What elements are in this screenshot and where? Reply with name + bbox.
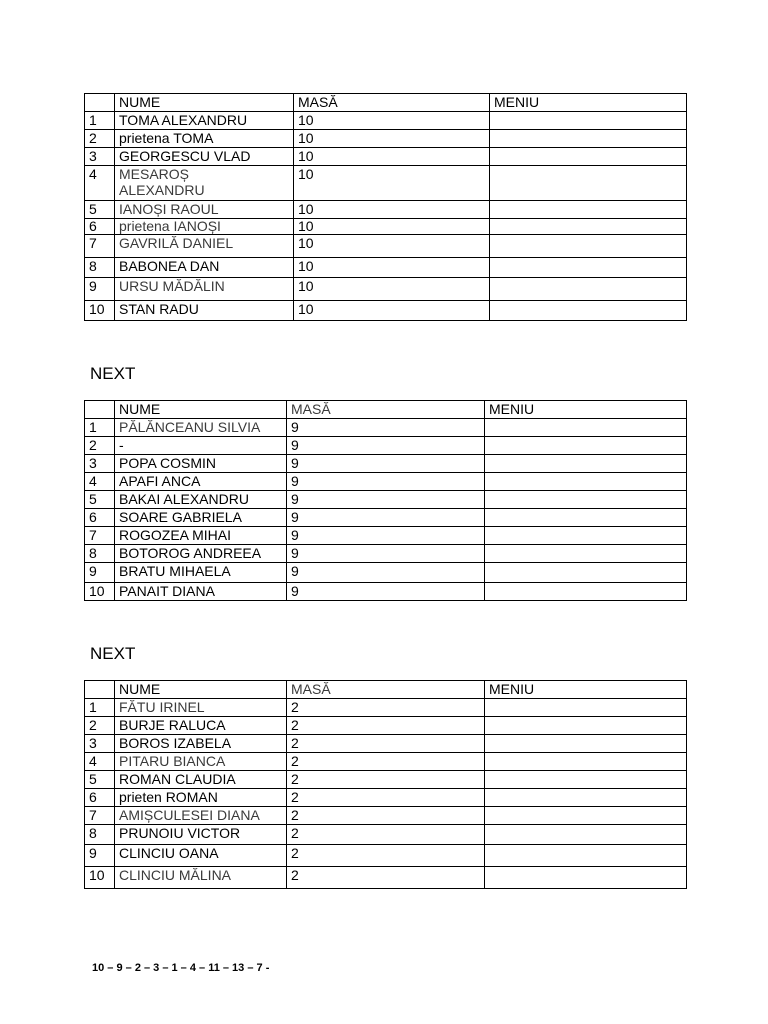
seating-table-1	[84, 93, 687, 321]
table-row	[85, 789, 687, 807]
table-row	[85, 807, 687, 825]
row-nume: BOROS IZABELA	[115, 735, 287, 753]
row-nume: BRATU MIHAELA	[115, 563, 287, 583]
section-heading-next-1: NEXT	[90, 364, 136, 383]
header-nr	[85, 401, 115, 419]
row-nr: 2	[85, 717, 115, 735]
seating-table-2	[84, 400, 687, 601]
row-meniu	[485, 527, 687, 545]
row-nume: PITARU BIANCA	[115, 753, 287, 771]
row-masa: 10	[294, 219, 490, 235]
row-nume: MESAROȘ ALEXANDRU	[115, 166, 294, 201]
table-row	[85, 258, 687, 278]
row-nr: 10	[85, 301, 115, 321]
table-row	[85, 845, 687, 867]
row-nume: GAVRILĂ DANIEL	[115, 235, 294, 258]
row-masa: 2	[287, 771, 485, 789]
row-nr: 10	[85, 867, 115, 889]
row-nume: prietena TOMA	[115, 130, 294, 148]
row-meniu	[490, 258, 687, 278]
seating-table-3	[84, 680, 687, 889]
table-row	[85, 219, 687, 235]
row-meniu	[485, 419, 687, 437]
header-nume: NUME	[115, 401, 287, 419]
row-masa: 9	[287, 491, 485, 509]
row-meniu	[485, 491, 687, 509]
table-row	[85, 278, 687, 301]
row-meniu	[490, 301, 687, 321]
header-meniu: MENIU	[485, 401, 687, 419]
row-masa: 9	[287, 527, 485, 545]
table-order-footer: 10 – 9 – 2 – 3 – 1 – 4 – 11 – 13 – 7 -	[92, 962, 270, 974]
row-nr: 1	[85, 699, 115, 717]
row-nr: 7	[85, 527, 115, 545]
table-row	[85, 235, 687, 258]
row-nume: AMIȘCULESEI DIANA	[115, 807, 287, 825]
row-nr: 7	[85, 807, 115, 825]
row-nr: 6	[85, 509, 115, 527]
row-meniu	[485, 437, 687, 455]
row-nr: 3	[85, 455, 115, 473]
row-meniu	[490, 112, 687, 130]
header-nr	[85, 94, 115, 112]
row-nume: ROMAN CLAUDIA	[115, 771, 287, 789]
row-masa: 2	[287, 717, 485, 735]
row-nr: 8	[85, 258, 115, 278]
row-masa: 2	[287, 789, 485, 807]
table-row	[85, 825, 687, 845]
row-nume: -	[115, 437, 287, 455]
row-nr: 1	[85, 419, 115, 437]
row-meniu	[485, 867, 687, 889]
row-nume: APAFI ANCA	[115, 473, 287, 491]
table-row	[85, 473, 687, 491]
row-meniu	[485, 753, 687, 771]
table-row	[85, 419, 687, 437]
row-nr: 9	[85, 563, 115, 583]
row-nume: BOTOROG ANDREEA	[115, 545, 287, 563]
row-nr: 7	[85, 235, 115, 258]
row-masa: 9	[287, 455, 485, 473]
row-meniu	[485, 473, 687, 491]
row-masa: 10	[294, 301, 490, 321]
table-row	[85, 717, 687, 735]
row-masa: 2	[287, 867, 485, 889]
row-meniu	[490, 219, 687, 235]
row-nume: POPA COSMIN	[115, 455, 287, 473]
table-header-row	[85, 401, 687, 419]
row-masa: 9	[287, 509, 485, 527]
row-meniu	[485, 807, 687, 825]
row-nume: URSU MĂDĂLIN	[115, 278, 294, 301]
row-nr: 3	[85, 148, 115, 166]
row-nr: 8	[85, 825, 115, 845]
row-masa: 2	[287, 845, 485, 867]
row-masa: 10	[294, 258, 490, 278]
row-meniu	[485, 455, 687, 473]
row-nume: BAKAI ALEXANDRU	[115, 491, 287, 509]
row-meniu	[485, 825, 687, 845]
header-meniu: MENIU	[490, 94, 687, 112]
row-nr: 3	[85, 735, 115, 753]
row-meniu	[490, 278, 687, 301]
row-meniu	[485, 509, 687, 527]
row-meniu	[485, 545, 687, 563]
row-masa: 9	[287, 437, 485, 455]
table-row	[85, 699, 687, 717]
row-nr: 4	[85, 166, 115, 201]
row-nr: 4	[85, 753, 115, 771]
row-nr: 5	[85, 201, 115, 219]
row-masa: 2	[287, 807, 485, 825]
row-nume: PĂLĂNCEANU SILVIA	[115, 419, 287, 437]
row-meniu	[485, 735, 687, 753]
table-row	[85, 455, 687, 473]
row-nume: SOARE GABRIELA	[115, 509, 287, 527]
row-meniu	[490, 166, 687, 201]
table-row	[85, 112, 687, 130]
header-masa: MASĂ	[287, 681, 485, 699]
row-masa: 9	[287, 419, 485, 437]
table-row	[85, 867, 687, 889]
row-meniu	[490, 235, 687, 258]
row-masa: 10	[294, 278, 490, 301]
row-nume: ROGOZEA MIHAI	[115, 527, 287, 545]
table-row	[85, 166, 687, 201]
row-masa: 2	[287, 753, 485, 771]
row-nr: 8	[85, 545, 115, 563]
row-meniu	[485, 771, 687, 789]
table-header-row	[85, 681, 687, 699]
table-row	[85, 509, 687, 527]
row-nume: STAN RADU	[115, 301, 294, 321]
row-masa: 10	[294, 201, 490, 219]
header-meniu: MENIU	[485, 681, 687, 699]
row-meniu	[485, 789, 687, 807]
row-nume: GEORGESCU VLAD	[115, 148, 294, 166]
row-masa: 10	[294, 148, 490, 166]
row-meniu	[490, 130, 687, 148]
table-row	[85, 583, 687, 601]
header-nr	[85, 681, 115, 699]
table-row	[85, 201, 687, 219]
row-nr: 9	[85, 845, 115, 867]
table-row	[85, 771, 687, 789]
table-row	[85, 437, 687, 455]
row-nume: PANAIT DIANA	[115, 583, 287, 601]
table-row	[85, 563, 687, 583]
row-nume: IANOȘI RAOUL	[115, 201, 294, 219]
row-nume: BURJE RALUCA	[115, 717, 287, 735]
row-masa: 2	[287, 825, 485, 845]
row-nume: CLINCIU OANA	[115, 845, 287, 867]
row-meniu	[485, 845, 687, 867]
row-masa: 10	[294, 166, 490, 201]
row-nr: 5	[85, 771, 115, 789]
row-masa: 10	[294, 235, 490, 258]
section-heading-next-2: NEXT	[90, 644, 136, 663]
row-nume: prieten ROMAN	[115, 789, 287, 807]
row-nr: 4	[85, 473, 115, 491]
row-nume: prietena IANOȘI	[115, 219, 294, 235]
row-nr: 6	[85, 789, 115, 807]
row-nr: 6	[85, 219, 115, 235]
row-masa: 2	[287, 735, 485, 753]
header-masa: MASĂ	[294, 94, 490, 112]
row-nume: FĂTU IRINEL	[115, 699, 287, 717]
row-meniu	[490, 201, 687, 219]
row-meniu	[485, 717, 687, 735]
row-meniu	[490, 148, 687, 166]
header-nume: NUME	[115, 94, 294, 112]
row-nume: TOMA ALEXANDRU	[115, 112, 294, 130]
row-masa: 9	[287, 563, 485, 583]
row-nr: 5	[85, 491, 115, 509]
table-row	[85, 735, 687, 753]
row-nr: 2	[85, 437, 115, 455]
row-nr: 10	[85, 583, 115, 601]
table-row	[85, 491, 687, 509]
header-nume: NUME	[115, 681, 287, 699]
row-masa: 2	[287, 699, 485, 717]
row-nr: 1	[85, 112, 115, 130]
table-row	[85, 527, 687, 545]
row-masa: 9	[287, 583, 485, 601]
row-meniu	[485, 583, 687, 601]
table-row	[85, 301, 687, 321]
row-masa: 10	[294, 130, 490, 148]
row-masa: 10	[294, 112, 490, 130]
row-masa: 9	[287, 473, 485, 491]
table-row	[85, 545, 687, 563]
table-row	[85, 148, 687, 166]
row-nume: BABONEA DAN	[115, 258, 294, 278]
header-masa: MASĂ	[287, 401, 485, 419]
row-masa: 9	[287, 545, 485, 563]
row-nr: 9	[85, 278, 115, 301]
row-nr: 2	[85, 130, 115, 148]
table-header-row	[85, 94, 687, 112]
table-row	[85, 753, 687, 771]
row-nume: CLINCIU MĂLINA	[115, 867, 287, 889]
row-meniu	[485, 563, 687, 583]
row-nume: PRUNOIU VICTOR	[115, 825, 287, 845]
table-row	[85, 130, 687, 148]
row-meniu	[485, 699, 687, 717]
